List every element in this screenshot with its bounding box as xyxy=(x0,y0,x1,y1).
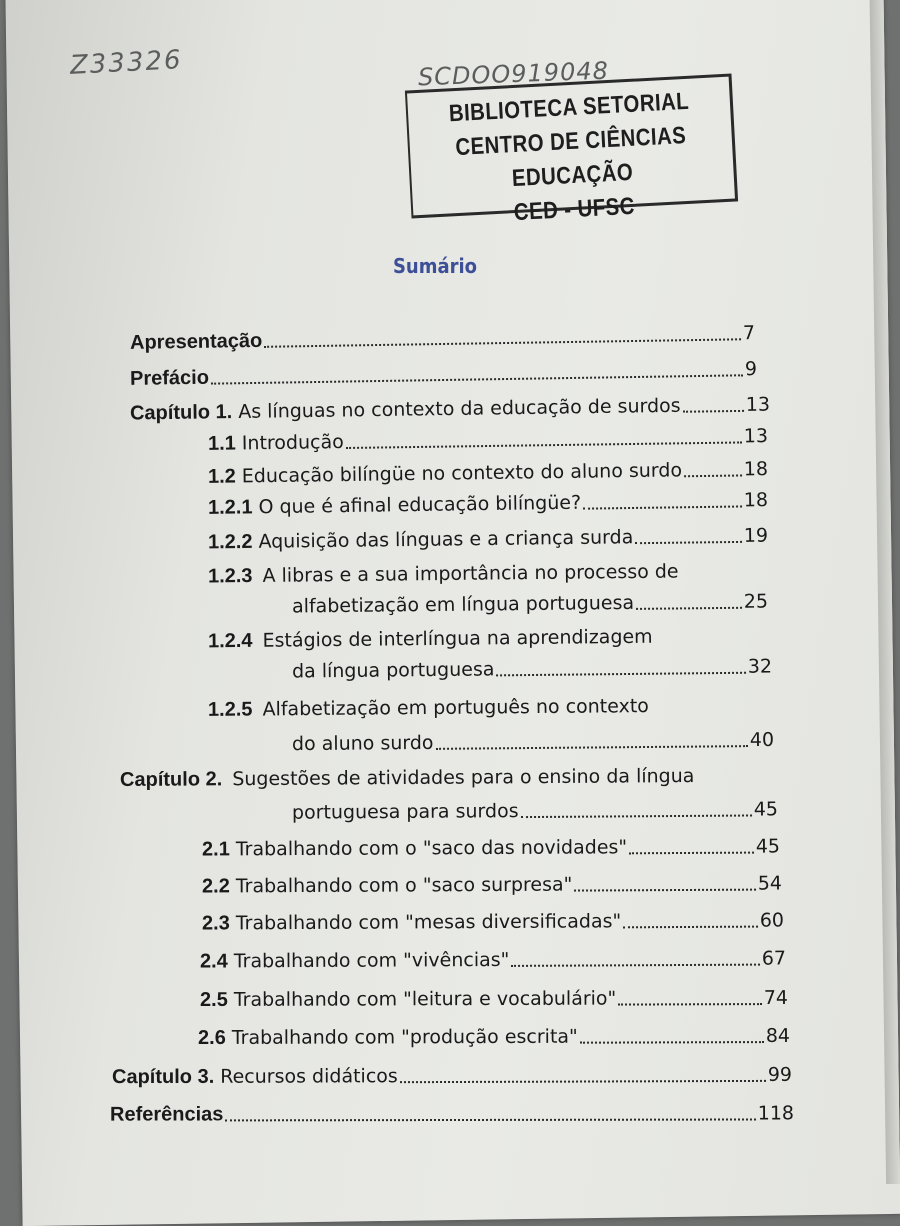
entry-page: 74 xyxy=(763,986,789,1010)
entry-number: 2.6 xyxy=(197,1026,226,1050)
toc-entry xyxy=(112,1063,792,1089)
entry-page: 18 xyxy=(743,489,769,512)
toc-entry xyxy=(208,524,768,555)
entry-text: Introdução xyxy=(241,431,344,455)
leader-dots xyxy=(497,672,746,677)
leader-dots xyxy=(346,441,742,449)
handwritten-catalog-number: SCDOO919048 xyxy=(417,56,610,92)
toc-entry xyxy=(292,590,768,619)
leader-dots xyxy=(629,852,754,855)
entry-text: Aquisição das línguas e a criança surda xyxy=(258,526,634,553)
entry-number: 2.2 xyxy=(201,875,230,898)
toc-entry xyxy=(130,357,757,391)
entry-page: 67 xyxy=(761,947,787,970)
entry-text: A libras e a sua importância no processo de xyxy=(262,560,679,587)
entry-text-continued: portuguesa para surdos xyxy=(291,800,519,824)
entry-page: 13 xyxy=(745,393,771,416)
toc-entry xyxy=(202,834,780,861)
entry-page: 99 xyxy=(767,1063,793,1086)
entry-number: 2.3 xyxy=(201,912,230,935)
entry-number: 2.5 xyxy=(199,988,228,1012)
leader-dots xyxy=(400,1080,766,1083)
entry-lead: Capítulo 2. xyxy=(119,768,223,792)
leader-dots xyxy=(511,964,759,967)
leader-dots xyxy=(684,474,742,477)
entry-page: 45 xyxy=(753,798,779,821)
toc-entry xyxy=(292,728,774,756)
entry-page: 45 xyxy=(755,835,781,858)
leader-dots xyxy=(521,814,752,818)
leader-dots xyxy=(574,889,755,892)
toc-entry-line xyxy=(208,694,649,722)
entry-lead: Prefácio xyxy=(129,366,210,390)
leader-dots xyxy=(211,374,743,384)
entry-text: Trabalhando com "leitura e vocabulário" xyxy=(233,987,617,1011)
toc-entry xyxy=(130,321,755,355)
entry-text: Sugestões de atividades para o ensino da língua xyxy=(232,764,695,791)
entry-number: 1.2.3 xyxy=(207,564,253,588)
entry-text: Educação bilíngüe no contexto do aluno surdo xyxy=(241,459,683,488)
entry-page: 7 xyxy=(742,322,756,345)
stamp-line-2: CENTRO DE CIÊNCIAS EDUCAÇÃO xyxy=(454,122,687,193)
entry-text: Trabalhando com "mesas diversificadas" xyxy=(235,910,622,935)
entry-page: 18 xyxy=(743,458,769,481)
entry-page: 84 xyxy=(765,1024,791,1048)
toc-entry xyxy=(292,797,778,824)
entry-number: 1.2.4 xyxy=(207,629,253,653)
entry-page: 54 xyxy=(757,872,783,895)
toc-entry-line xyxy=(208,625,653,654)
toc-entry xyxy=(130,393,770,426)
entry-number: 2.1 xyxy=(201,838,230,861)
entry-number: 2.4 xyxy=(199,950,228,973)
toc-entry xyxy=(202,908,784,935)
toc-entry xyxy=(200,986,788,1012)
entry-text: Trabalhando com o "saco surpresa" xyxy=(235,873,573,898)
entry-lead: Apresentação xyxy=(129,329,263,354)
entry-page: 40 xyxy=(749,728,775,752)
toc-entry xyxy=(208,457,768,489)
toc-entry xyxy=(292,654,772,683)
entry-page: 25 xyxy=(743,590,769,613)
entry-page: 118 xyxy=(757,1102,795,1125)
entry-text-continued: alfabetização em língua portuguesa xyxy=(291,591,635,618)
leader-dots xyxy=(618,1003,762,1006)
leader-dots xyxy=(635,541,742,544)
entry-text: Trabalhando com "produção escrita" xyxy=(231,1025,578,1049)
entry-page: 32 xyxy=(747,655,773,678)
stamp-line-3: CED - UFSC xyxy=(513,192,636,227)
entry-lead: Capítulo 1. xyxy=(129,401,233,425)
toc-entry xyxy=(208,488,768,520)
leader-dots xyxy=(636,607,742,610)
entry-text: Alfabetização em português no contexto xyxy=(262,695,649,721)
entry-number: 1.1 xyxy=(207,432,236,455)
entry-page: 19 xyxy=(743,524,769,547)
entry-lead: Referências xyxy=(109,1103,224,1126)
entry-page: 13 xyxy=(743,425,769,448)
toc-entry xyxy=(198,1024,790,1050)
leader-dots xyxy=(580,1041,764,1044)
toc-entry-line xyxy=(208,560,679,589)
entry-text-continued: do aluno surdo xyxy=(291,731,434,756)
entry-number: 1.2 xyxy=(207,465,236,488)
entry-text: Trabalhando com o "saco das novidades" xyxy=(235,836,628,861)
entry-number: 1.2.1 xyxy=(207,496,253,519)
toc-entry xyxy=(202,871,782,898)
toc-title: Sumário xyxy=(392,254,478,278)
entry-page: 9 xyxy=(744,358,758,381)
toc-entry xyxy=(110,1101,794,1126)
toc-entry-line xyxy=(120,764,695,792)
entry-number: 1.2.2 xyxy=(207,530,253,554)
entry-text: O que é afinal educação bilíngüe? xyxy=(258,491,582,519)
entry-text-continued: da língua portuguesa xyxy=(291,658,495,683)
leader-dots xyxy=(225,1118,755,1121)
entry-text: Trabalhando com "vivências" xyxy=(233,948,510,973)
leader-dots xyxy=(583,505,742,509)
handwritten-accession-number: Z33326 xyxy=(69,45,184,81)
entry-lead: Capítulo 3. xyxy=(111,1065,215,1089)
toc-entry xyxy=(208,424,768,456)
entry-text: Estágios de interlíngua na aprendizagem xyxy=(262,625,653,652)
entry-text: As línguas no contexto da educação de surdos xyxy=(238,394,681,423)
leader-dots xyxy=(436,745,748,750)
leader-dots xyxy=(623,926,758,929)
leader-dots xyxy=(683,410,744,413)
leader-dots xyxy=(264,338,741,347)
entry-page: 60 xyxy=(759,909,785,932)
entry-number: 1.2.5 xyxy=(207,698,253,721)
stamp-line-1: BIBLIOTECA SETORIAL xyxy=(448,87,690,128)
entry-text: Recursos didáticos xyxy=(220,1065,398,1088)
toc-entry xyxy=(200,946,786,973)
